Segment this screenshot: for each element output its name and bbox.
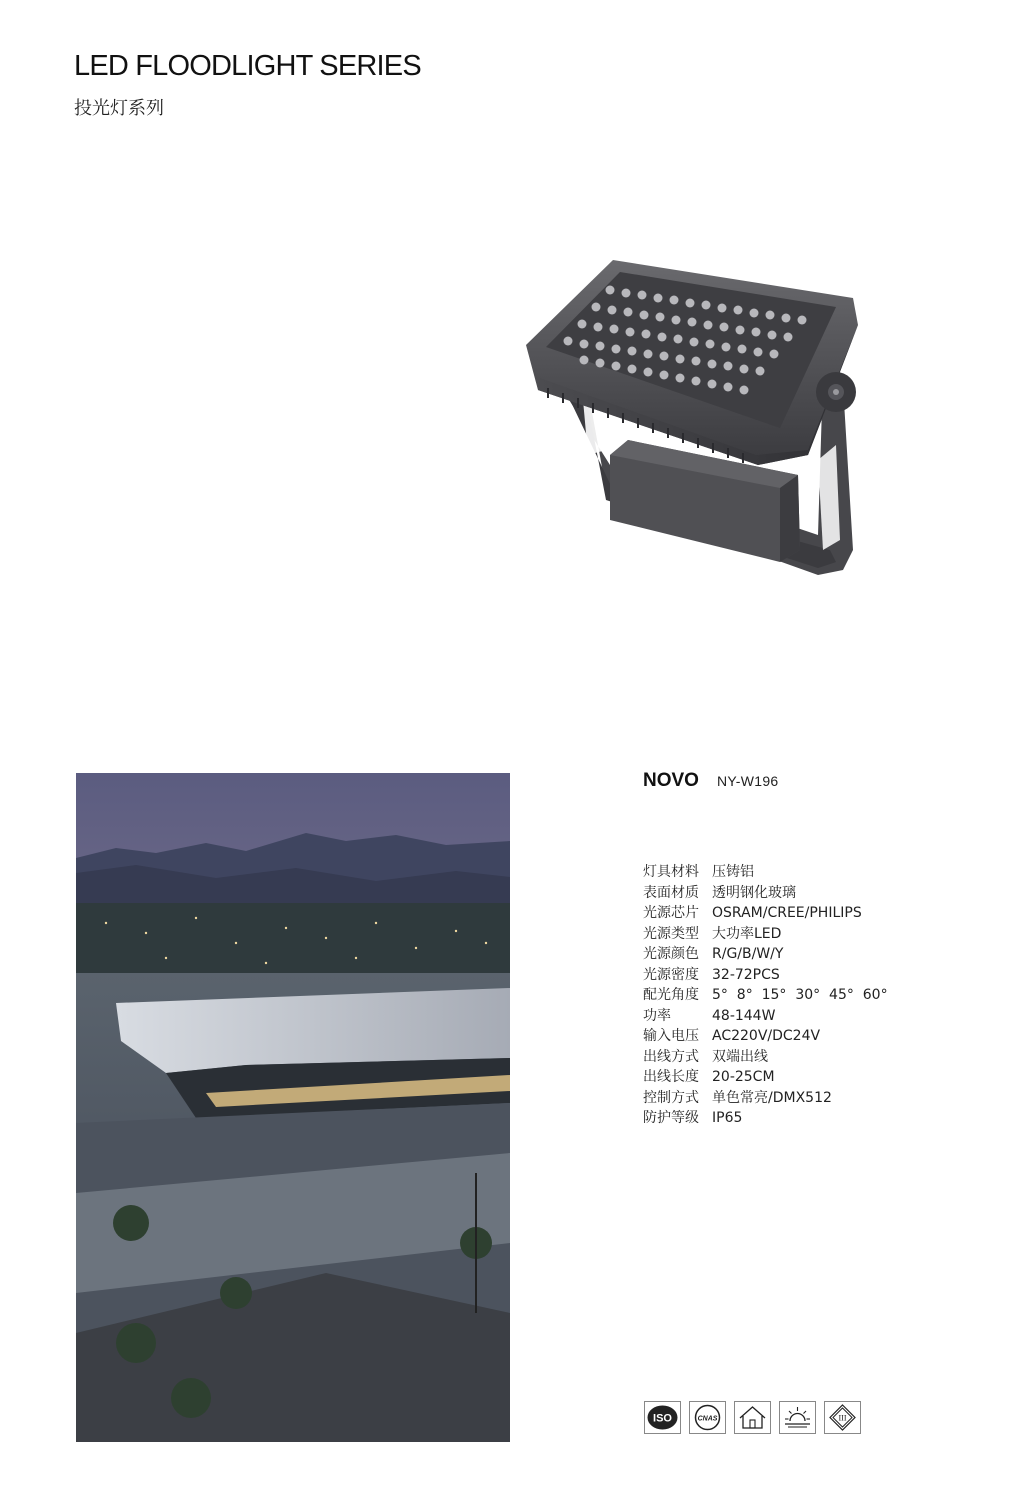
spec-value: 32-72PCS (712, 966, 780, 983)
spec-row (643, 883, 943, 904)
page-title: LED FLOODLIGHT SERIES (74, 50, 421, 82)
iso-certification-icon (644, 1401, 681, 1434)
spec-value: 透明钢化玻璃 (712, 884, 796, 901)
spec-value: 双端出线 (712, 1048, 768, 1065)
page-subtitle: 投光灯系列 (74, 98, 164, 119)
spec-row (643, 1047, 943, 1068)
spec-value: 20-25CM (712, 1069, 775, 1085)
spec-label: 出线方式 (643, 1048, 699, 1065)
spec-row (643, 862, 943, 883)
spec-label: 配光角度 (643, 987, 699, 1003)
spec-row (643, 1067, 943, 1088)
spec-value: R/G/B/W/Y (712, 946, 784, 962)
application-photo (76, 773, 510, 1442)
spec-value: OSRAM/CREE/PHILIPS (712, 905, 862, 921)
spec-label: 功率 (643, 1007, 671, 1024)
spec-label: 灯具材料 (643, 864, 699, 880)
spec-row (643, 903, 943, 924)
spec-value: 压铸铝 (712, 864, 754, 880)
indoor-outdoor-icon (734, 1401, 771, 1434)
certification-icons (644, 1401, 861, 1434)
spec-value: 5° 8° 15° 30° 45° 60° (712, 987, 888, 1003)
cnas-text: CNAS (697, 1415, 718, 1423)
spec-label: 防护等级 (643, 1110, 699, 1126)
spec-label: 光源芯片 (643, 905, 699, 921)
spec-list (643, 862, 943, 1129)
spec-value: 单色常亮/DMX512 (712, 1089, 832, 1106)
iso-text: ISO (653, 1412, 672, 1425)
spec-label: 输入电压 (643, 1028, 699, 1044)
brand-name: NOVO (643, 770, 699, 791)
spec-label: 出线长度 (643, 1069, 699, 1085)
sun-resistant-icon (779, 1401, 816, 1434)
spec-value: IP65 (712, 1110, 743, 1126)
cnas-certification-icon (689, 1401, 726, 1434)
model-number: NY-W196 (717, 773, 779, 789)
class-iii-icon (824, 1401, 861, 1434)
spec-label: 光源颜色 (643, 946, 699, 962)
spec-label: 光源密度 (643, 966, 699, 983)
spec-row (643, 1026, 943, 1047)
spec-row (643, 924, 943, 945)
spec-row (643, 1006, 943, 1027)
spec-row (643, 965, 943, 986)
spec-value: 48-144W (712, 1007, 776, 1024)
spec-row (643, 1088, 943, 1109)
class-iii-text: III (838, 1413, 847, 1423)
spec-label: 控制方式 (643, 1089, 699, 1106)
spec-row (643, 1108, 943, 1129)
floodlight-fixture-icon (518, 250, 868, 600)
spec-row (643, 944, 943, 965)
spec-value: 大功率LED (712, 925, 782, 942)
spec-label: 表面材质 (643, 884, 699, 901)
spec-label: 光源类型 (643, 925, 699, 942)
spec-row (643, 985, 943, 1006)
spec-value: AC220V/DC24V (712, 1028, 821, 1044)
